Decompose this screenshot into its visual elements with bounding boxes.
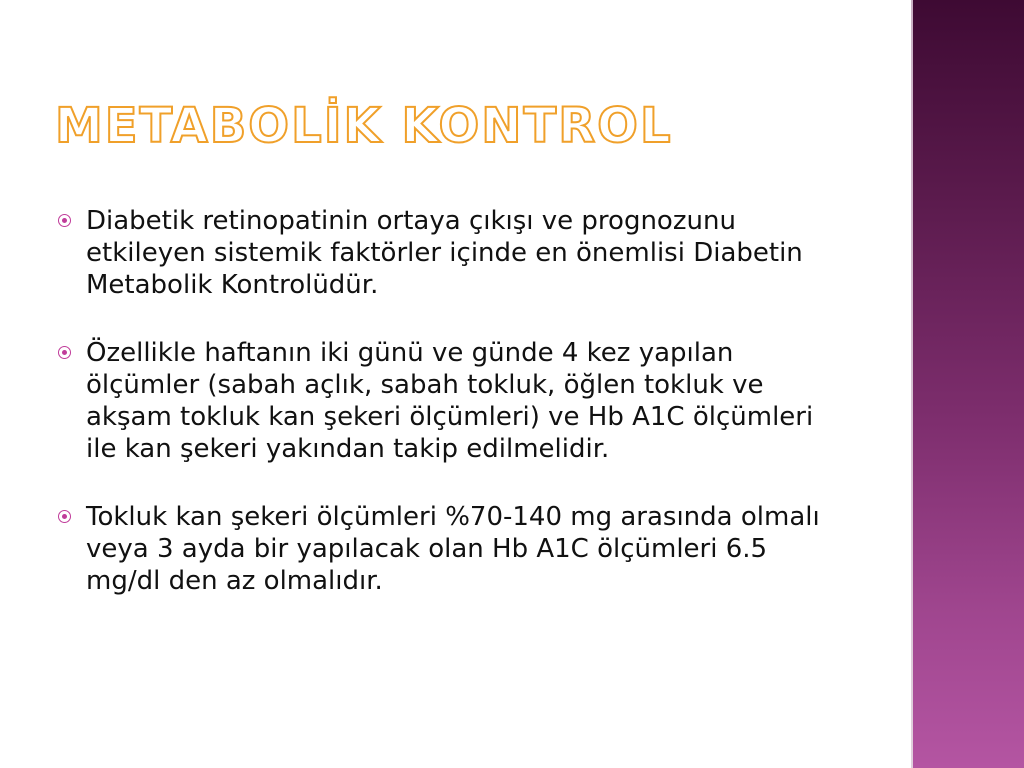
bullet-text: Tokluk kan şekeri ölçümleri %70-140 mg arasında olmalı veya 3 ayda bir yapılacak olan Hb A1C ölçümleri 6.5 mg/dl den az olmalıdır. — [86, 502, 820, 596]
decorative-side-bar — [913, 0, 1024, 768]
bullet-item — [58, 337, 848, 465]
slide-title: METABOLİK KONTROL — [55, 98, 673, 154]
target-bullet-icon — [58, 214, 71, 227]
bullet-text: Özellikle haftanın iki günü ve günde 4 kez yapılan ölçümler (sabah açlık, sabah tokluk, öğlen tokluk ve akşam tokluk kan şekeri ölçümleri) ve Hb A1C ölçümleri ile kan şekeri yakından takip edilmelidir. — [86, 338, 814, 464]
bullet-list — [58, 205, 848, 633]
target-bullet-icon — [58, 510, 71, 523]
bullet-text: Diabetik retinopatinin ortaya çıkışı ve prognozunu etkileyen sistemik faktörler içinde en önemlisi Diabetin Metabolik Kontrolüdür. — [86, 206, 803, 300]
bullet-item — [58, 205, 848, 301]
target-bullet-icon — [58, 346, 71, 359]
bullet-item — [58, 501, 848, 597]
